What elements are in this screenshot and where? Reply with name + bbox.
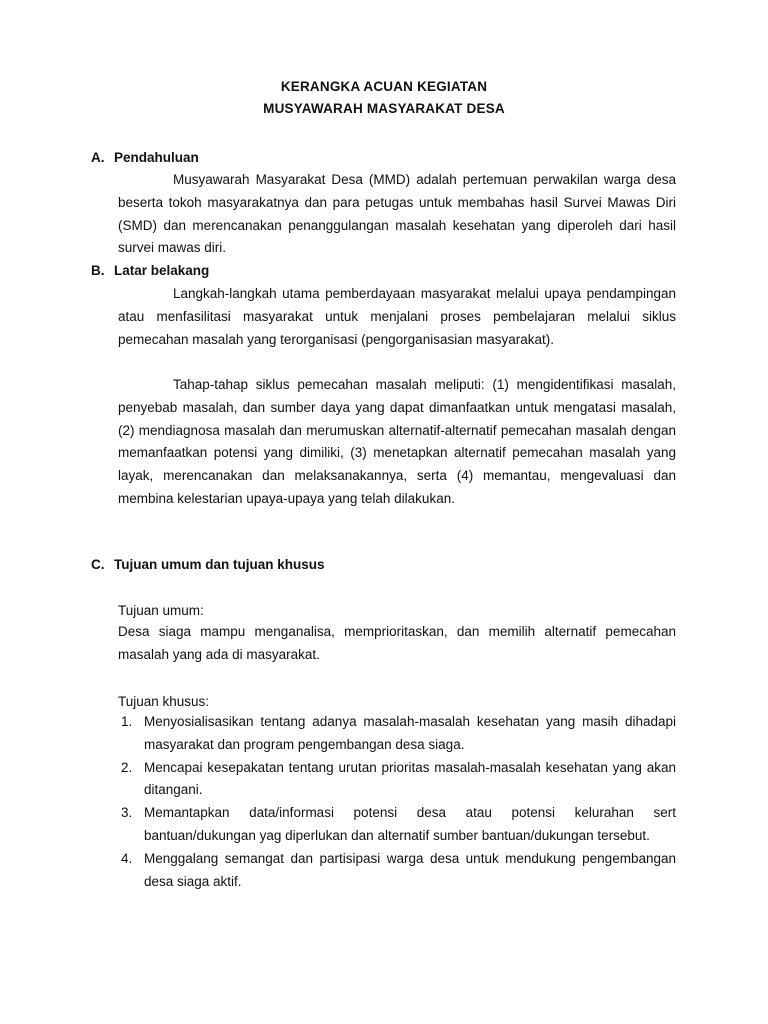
- section-b-heading: [91, 263, 209, 278]
- list-item-text: Menyosialisasikan tentang adanya masalah-masalah kesehatan yang masih dihadapi masyarakat dan program pengembangan desa siaga.: [144, 714, 676, 752]
- section-a-paragraph: Musyawarah Masyarakat Desa (MMD) adalah pertemuan perwakilan warga desa beserta tokoh masyarakatnya dan para petugas untuk membahas hasil Survei Mawas Diri (SMD) dan merencanakan penanggulangan masalah kesehatan yang diperoleh dari hasil survei mawas diri.: [118, 172, 676, 256]
- document-title: KERANGKA ACUAN KEGIATAN: [280, 79, 488, 94]
- list-item: [118, 757, 676, 803]
- general-objective-label: Tujuan umum:: [118, 603, 204, 618]
- list-item: [118, 802, 676, 848]
- specific-objectives-list: [118, 711, 676, 893]
- list-item-number: 3.: [121, 805, 133, 821]
- list-item-number: 4.: [121, 850, 133, 866]
- section-c-title: Tujuan umum dan tujuan khusus: [114, 557, 325, 572]
- section-b-letter: B.: [91, 263, 105, 278]
- section-c-heading: [91, 557, 325, 572]
- section-b-paragraph-2: Tahap-tahap siklus pemecahan masalah meliputi: (1) mengidentifikasi masalah, penyebab masalah, dan sumber daya yang dapat dimanfaatkan untuk mengatasi masalah, (2) mendiagnosa masalah dan merumuskan alternatif-alternatif pemecahan masalah dengan memanfaatkan potensi yang dimiliki, (3) menetapkan alternatif pemecahan masalah yang layak, merencanakan dan melaksanakannya, serta (4) memantau, mengevaluasi dan membina kelestarian upaya-upaya yang telah dilakukan.: [118, 377, 676, 506]
- section-b-paragraph-1: Langkah-langkah utama pemberdayaan masyarakat melalui upaya pendampingan atau menfasilitasi masyarakat untuk menjalani proses pembelajaran melalui siklus pemecahan masalah yang terorganisasi (pengorganisasian masyarakat).: [118, 286, 676, 347]
- list-item-number: 1.: [121, 714, 133, 729]
- section-a-heading: [91, 150, 199, 165]
- general-objective-text: Desa siaga mampu menganalisa, memprioritaskan, dan memilih alternatif pemecahan masalah yang ada di masyarakat.: [118, 624, 676, 662]
- list-item: [118, 848, 676, 894]
- section-c-letter: C.: [91, 557, 105, 572]
- document-subtitle: MUSYAWARAH MASYARAKAT DESA: [263, 101, 505, 116]
- list-item-text: Menggalang semangat dan partisipasi warga desa untuk mendukung pengembangan desa siaga aktif.: [144, 850, 676, 889]
- specific-objectives-label: Tujuan khusus:: [118, 694, 210, 709]
- list-item-text: Mencapai kesepakatan tentang urutan prioritas masalah-masalah kesehatan yang akan ditangani.: [144, 759, 676, 798]
- section-b-title: Latar belakang: [114, 263, 210, 278]
- list-item: [118, 711, 676, 757]
- list-item-text: Memantapkan data/informasi potensi desa atau potensi kelurahan sert bantuan/dukungan yag diperlukan dan alternatif sumber bantuan/dukungan tersebut.: [144, 805, 676, 843]
- list-item-number: 2.: [121, 759, 133, 775]
- section-a-title: Pendahuluan: [114, 150, 199, 165]
- section-a-letter: A.: [91, 150, 105, 165]
